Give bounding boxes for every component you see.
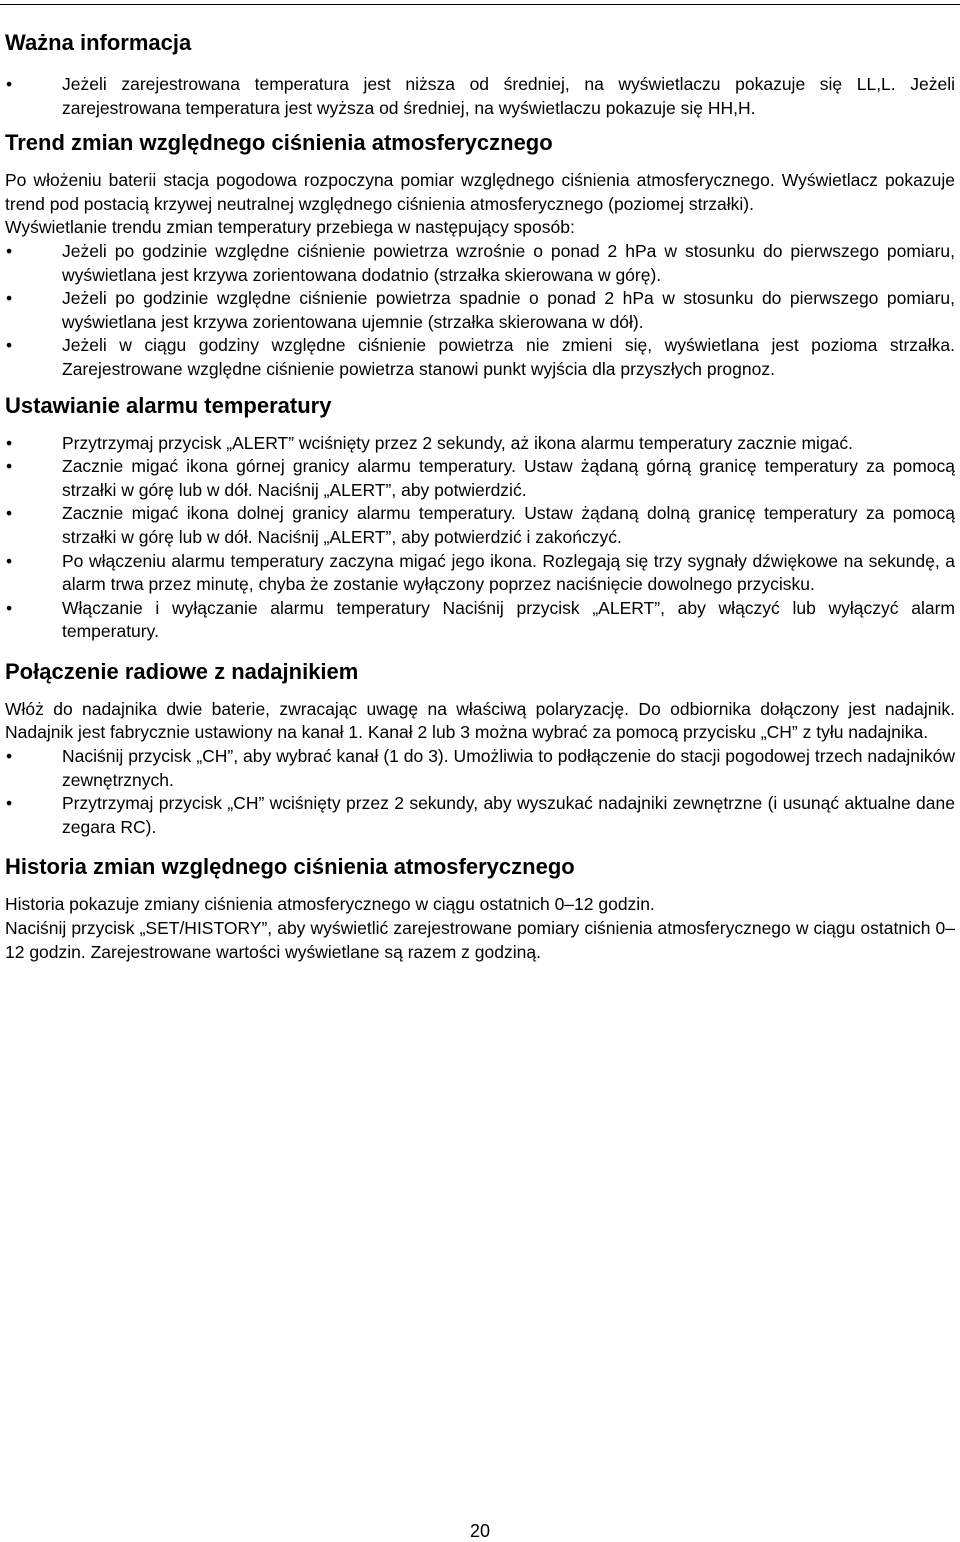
list-item-text: Zacznie migać ikona górnej granicy alarmu temperatury. Ustaw żądaną górną granicę temperatury za pomocą strzałki w górę lub w dół. Naciśnij „ALERT”, aby potwierdzić. [62,456,955,500]
list-item [5,240,955,287]
bullet-icon: • [6,456,13,477]
paragraph: Wyświetlanie trendu zmian temperatury przebiega w następujący sposób: [5,217,575,238]
list-item-text: Przytrzymaj przycisk „ALERT” wciśnięty przez 2 sekundy, aż ikona alarmu temperatury zacznie migać. [62,432,853,453]
list-item-text: Jeżeli w ciągu godziny względne ciśnienie powietrza nie zmieni się, wyświetlana jest pozioma strzałka. Zarejestrowane względne ciśnienie powietrza stanowi punkt wyjścia dla przyszłych prognoz. [62,335,955,379]
list-item-text: Po włączeniu alarmu temperatury zaczyna migać jego ikona. Rozlegają się trzy sygnały dźwiękowe na sekundę, a alarm trwa przez minutę, chyba że zostanie wyłączony poprzez naciśnięcie dowolnego przycisku. [62,550,955,595]
heading-alarm-temperatury: Ustawianie alarmu temperatury [5,392,332,418]
top-rule [0,4,960,5]
paragraph: Włóż do nadajnika dwie baterie, zwracając uwagę na właściwą polaryzację. Do odbiornika dołączony jest nadajnik. Nadajnik jest fabrycznie ustawiony na kanał 1. Kanał 2 lub 3 można wybrać za pomocą przycisku „CH” z tyłu nadajnika. [5,698,955,743]
bullet-icon: • [6,503,13,524]
list-item [5,502,955,549]
list-item-text: Przytrzymaj przycisk „CH” wciśnięty przez 2 sekundy, aby wyszukać nadajniki zewnętrzne (i usunąć aktualne dane zegara RC). [62,793,955,837]
document-body [5,30,955,964]
bullet-icon: • [6,288,13,309]
list-item-text: Jeżeli po godzinie względne ciśnienie powietrza wzrośnie o ponad 2 hPa w stosunku do pierwszego pomiaru, wyświetlana jest krzywa zorientowana dodatnio (strzałka skierowana w górę). [62,240,955,285]
bullet-icon: • [6,74,13,94]
bullet-icon: • [6,550,13,571]
list-item-text: Zacznie migać ikona dolnej granicy alarmu temperatury. Ustaw żądaną dolną granicę temperatury za pomocą strzałki w górę lub w dół. Naciśnij „ALERT”, aby potwierdzić i zakończyć. [62,503,955,547]
list-item-text: Włączanie i wyłączanie alarmu temperatury Naciśnij przycisk „ALERT”, aby włączyć lub wyłączyć alarm temperatury. [62,597,955,642]
paragraph: Historia pokazuje zmiany ciśnienia atmosferycznego w ciągu ostatnich 0–12 godzin. [5,894,655,915]
list-item [5,597,955,644]
bullet-icon: • [6,793,13,814]
bullet-icon: • [6,432,13,453]
list-item [5,432,955,456]
list-item-text: Naciśnij przycisk „CH”, aby wybrać kanał (1 do 3). Umożliwia to podłączenie do stacji pogodowej trzech nadajników zewnętrznych. [62,746,955,790]
paragraph: Po włożeniu baterii stacja pogodowa rozpoczyna pomiar względnego ciśnienia atmosferycznego. Wyświetlacz pokazuje trend pod postacią krzywej neutralnej względnego ciśnienia atmosferycznego (poziomej strzałki). [5,170,955,214]
bullet-icon: • [6,746,13,767]
heading-trend-cisnienia: Trend zmian względnego ciśnienia atmosferycznego [5,130,553,156]
bullet-list [5,745,955,839]
bullet-icon: • [6,597,13,618]
heading-historia-cisnienia: Historia zmian względnego ciśnienia atmosferycznego [5,854,575,880]
bullet-list [5,73,955,120]
heading-wazna-informacja: Ważna informacja [5,30,192,55]
list-item-text: Jeżeli zarejestrowana temperatura jest niższa od średniej, na wyświetlaczu pokazuje się LL,L. Jeżeli zarejestrowana temperatura jest wyższa od średniej, na wyświetlaczu pokazuje się HH,H. [62,74,955,118]
list-item-text: Jeżeli po godzinie względne ciśnienie powietrza spadnie o ponad 2 hPa w stosunku do pierwszego pomiaru, wyświetlana jest krzywa zorientowana ujemnie (strzałka skierowana w dół). [62,288,955,332]
list-item [5,550,955,597]
heading-polaczenie-radiowe: Połączenie radiowe z nadajnikiem [5,658,359,684]
list-item [5,334,955,381]
bullet-list [5,432,955,644]
list-item [5,287,955,334]
bullet-icon: • [6,335,13,356]
bullet-icon: • [6,240,13,261]
list-item [5,455,955,502]
bullet-list [5,240,955,382]
list-item [5,792,955,839]
list-item [5,745,955,792]
page-number: 20 [469,1521,491,1541]
paragraph: Naciśnij przycisk „SET/HISTORY”, aby wyświetlić zarejestrowane pomiary ciśnienia atmosferycznego w ciągu ostatnich 0–12 godzin. Zarejestrowane wartości wyświetlane są razem z godziną. [5,918,955,962]
list-item [5,73,955,120]
